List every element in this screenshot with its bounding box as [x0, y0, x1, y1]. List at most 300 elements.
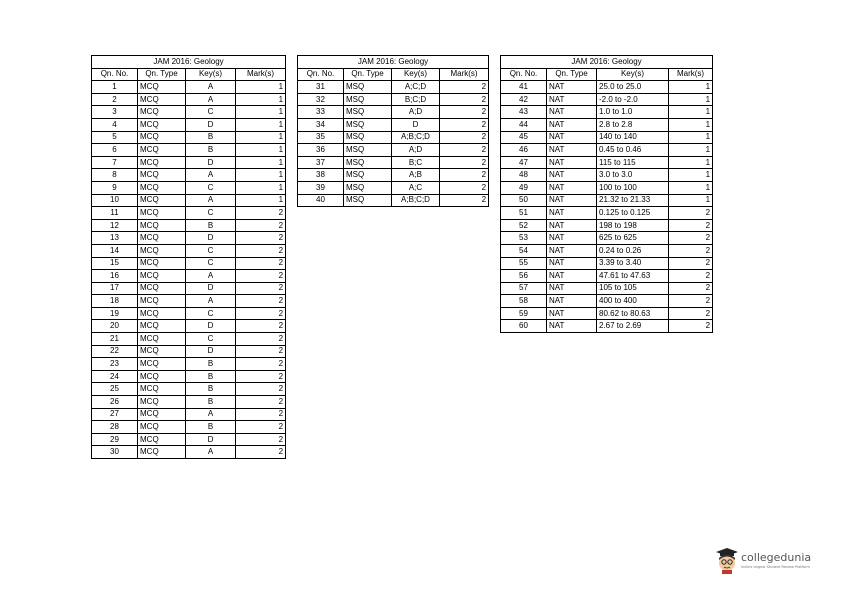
- key-cell: C: [186, 181, 236, 194]
- table-row: [92, 181, 286, 194]
- key-cell: A;B;C;D: [392, 131, 440, 144]
- qn-type-cell: MCQ: [138, 194, 186, 207]
- qn-no-cell: 40: [298, 194, 344, 207]
- key-cell: 625 to 625: [597, 232, 669, 245]
- marks-cell: 2: [440, 131, 489, 144]
- qn-type-cell: MCQ: [138, 396, 186, 409]
- marks-cell: 2: [440, 169, 489, 182]
- marks-cell: 1: [669, 118, 713, 131]
- qn-type-cell: MCQ: [138, 131, 186, 144]
- key-cell: A: [186, 295, 236, 308]
- table-row: [92, 219, 286, 232]
- marks-cell: 2: [669, 320, 713, 333]
- key-cell: B;C;D: [392, 93, 440, 106]
- qn-type-cell: MCQ: [138, 333, 186, 346]
- qn-no-cell: 21: [92, 333, 138, 346]
- marks-cell: 2: [440, 81, 489, 94]
- marks-cell: 2: [236, 232, 286, 245]
- key-cell: D: [186, 433, 236, 446]
- table-row: [501, 169, 713, 182]
- key-cell: 2.67 to 2.69: [597, 320, 669, 333]
- header-marks: Mark(s): [440, 68, 489, 81]
- marks-cell: 2: [440, 118, 489, 131]
- qn-no-cell: 45: [501, 131, 547, 144]
- key-cell: 1.0 to 1.0: [597, 106, 669, 119]
- qn-type-cell: NAT: [547, 81, 597, 94]
- qn-type-cell: MSQ: [344, 169, 392, 182]
- qn-type-cell: NAT: [547, 270, 597, 283]
- qn-no-cell: 27: [92, 408, 138, 421]
- table-row: [92, 169, 286, 182]
- table-row: [501, 320, 713, 333]
- qn-no-cell: 17: [92, 282, 138, 295]
- marks-cell: 2: [236, 295, 286, 308]
- marks-cell: 2: [236, 282, 286, 295]
- qn-type-cell: MCQ: [138, 257, 186, 270]
- key-cell: B;C: [392, 156, 440, 169]
- qn-no-cell: 60: [501, 320, 547, 333]
- student-mascot-icon: [716, 548, 738, 574]
- qn-no-cell: 44: [501, 118, 547, 131]
- header-qn-type: Qn. Type: [344, 68, 392, 81]
- qn-type-cell: MSQ: [344, 118, 392, 131]
- qn-no-cell: 12: [92, 219, 138, 232]
- qn-type-cell: MCQ: [138, 270, 186, 283]
- marks-cell: 2: [669, 207, 713, 220]
- key-cell: A: [186, 81, 236, 94]
- qn-no-cell: 59: [501, 307, 547, 320]
- key-cell: D: [186, 345, 236, 358]
- qn-type-cell: NAT: [547, 282, 597, 295]
- table-header-row: [501, 68, 713, 81]
- qn-type-cell: MCQ: [138, 219, 186, 232]
- key-cell: 115 to 115: [597, 156, 669, 169]
- qn-no-cell: 28: [92, 421, 138, 434]
- table-row: [92, 433, 286, 446]
- table-row: [298, 106, 489, 119]
- qn-no-cell: 57: [501, 282, 547, 295]
- header-qn-type: Qn. Type: [547, 68, 597, 81]
- key-cell: 2.8 to 2.8: [597, 118, 669, 131]
- qn-no-cell: 30: [92, 446, 138, 459]
- key-cell: C: [186, 257, 236, 270]
- qn-no-cell: 33: [298, 106, 344, 119]
- qn-type-cell: MCQ: [138, 144, 186, 157]
- qn-type-cell: MCQ: [138, 93, 186, 106]
- qn-no-cell: 43: [501, 106, 547, 119]
- qn-type-cell: NAT: [547, 232, 597, 245]
- header-marks: Mark(s): [236, 68, 286, 81]
- key-cell: B: [186, 219, 236, 232]
- table-row: [92, 106, 286, 119]
- table-row: [92, 358, 286, 371]
- key-cell: B: [186, 144, 236, 157]
- qn-no-cell: 50: [501, 194, 547, 207]
- marks-cell: 2: [236, 446, 286, 459]
- qn-no-cell: 46: [501, 144, 547, 157]
- qn-no-cell: 4: [92, 118, 138, 131]
- table-row: [92, 421, 286, 434]
- key-cell: 0.24 to 0.26: [597, 244, 669, 257]
- qn-type-cell: NAT: [547, 244, 597, 257]
- key-cell: A;B: [392, 169, 440, 182]
- marks-cell: 2: [440, 194, 489, 207]
- answer-key-table-3: [500, 55, 713, 333]
- key-cell: 400 to 400: [597, 295, 669, 308]
- qn-type-cell: MCQ: [138, 282, 186, 295]
- table-row: [92, 333, 286, 346]
- qn-no-cell: 8: [92, 169, 138, 182]
- qn-type-cell: NAT: [547, 106, 597, 119]
- marks-cell: 1: [236, 156, 286, 169]
- answer-key-table-1: [91, 55, 286, 459]
- qn-no-cell: 10: [92, 194, 138, 207]
- qn-no-cell: 1: [92, 81, 138, 94]
- table-row: [298, 93, 489, 106]
- qn-no-cell: 34: [298, 118, 344, 131]
- marks-cell: 1: [669, 156, 713, 169]
- qn-type-cell: NAT: [547, 307, 597, 320]
- qn-type-cell: MCQ: [138, 181, 186, 194]
- table-row: [501, 118, 713, 131]
- table-row: [501, 282, 713, 295]
- qn-no-cell: 54: [501, 244, 547, 257]
- qn-no-cell: 53: [501, 232, 547, 245]
- marks-cell: 2: [236, 257, 286, 270]
- qn-type-cell: NAT: [547, 194, 597, 207]
- qn-type-cell: MSQ: [344, 93, 392, 106]
- marks-cell: 2: [236, 333, 286, 346]
- marks-cell: 2: [236, 421, 286, 434]
- collegedunia-logo: [716, 544, 826, 578]
- qn-type-cell: NAT: [547, 156, 597, 169]
- qn-type-cell: NAT: [547, 118, 597, 131]
- qn-no-cell: 32: [298, 93, 344, 106]
- key-cell: D: [186, 320, 236, 333]
- table-row: [298, 144, 489, 157]
- qn-type-cell: MCQ: [138, 118, 186, 131]
- table-title-row: [92, 56, 286, 69]
- key-cell: B: [186, 421, 236, 434]
- table-row: [92, 81, 286, 94]
- key-cell: C: [186, 106, 236, 119]
- qn-no-cell: 15: [92, 257, 138, 270]
- key-cell: 47.61 to 47.63: [597, 270, 669, 283]
- marks-cell: 1: [236, 194, 286, 207]
- table-row: [501, 144, 713, 157]
- qn-no-cell: 58: [501, 295, 547, 308]
- key-cell: 21.32 to 21.33: [597, 194, 669, 207]
- qn-type-cell: NAT: [547, 144, 597, 157]
- table-row: [501, 81, 713, 94]
- qn-no-cell: 6: [92, 144, 138, 157]
- key-cell: B: [186, 370, 236, 383]
- qn-no-cell: 31: [298, 81, 344, 94]
- header-keys: Key(s): [186, 68, 236, 81]
- key-cell: D: [186, 282, 236, 295]
- qn-no-cell: 48: [501, 169, 547, 182]
- table-row: [501, 219, 713, 232]
- table-row: [92, 144, 286, 157]
- qn-no-cell: 37: [298, 156, 344, 169]
- marks-cell: 2: [669, 282, 713, 295]
- qn-no-cell: 24: [92, 370, 138, 383]
- qn-no-cell: 11: [92, 207, 138, 220]
- key-cell: B: [186, 396, 236, 409]
- table-row: [501, 156, 713, 169]
- qn-type-cell: MCQ: [138, 408, 186, 421]
- header-qn-no: Qn. No.: [298, 68, 344, 81]
- qn-type-cell: MCQ: [138, 244, 186, 257]
- key-cell: D: [392, 118, 440, 131]
- marks-cell: 2: [440, 181, 489, 194]
- table-row: [92, 295, 286, 308]
- qn-type-cell: NAT: [547, 207, 597, 220]
- table-row: [501, 106, 713, 119]
- qn-type-cell: NAT: [547, 295, 597, 308]
- marks-cell: 2: [440, 106, 489, 119]
- marks-cell: 2: [236, 408, 286, 421]
- marks-cell: 2: [440, 156, 489, 169]
- table-row: [92, 131, 286, 144]
- table-row: [298, 81, 489, 94]
- marks-cell: 2: [236, 219, 286, 232]
- marks-cell: 2: [440, 93, 489, 106]
- table-row: [501, 307, 713, 320]
- qn-no-cell: 18: [92, 295, 138, 308]
- qn-type-cell: MCQ: [138, 81, 186, 94]
- header-keys: Key(s): [597, 68, 669, 81]
- qn-no-cell: 35: [298, 131, 344, 144]
- table-row: [501, 295, 713, 308]
- key-cell: C: [186, 244, 236, 257]
- qn-no-cell: 47: [501, 156, 547, 169]
- table-row: [92, 345, 286, 358]
- table-row: [92, 156, 286, 169]
- key-cell: A;D: [392, 144, 440, 157]
- header-qn-type: Qn. Type: [138, 68, 186, 81]
- marks-cell: 2: [236, 358, 286, 371]
- table-row: [92, 370, 286, 383]
- marks-cell: 1: [669, 181, 713, 194]
- key-cell: A: [186, 270, 236, 283]
- key-cell: B: [186, 131, 236, 144]
- qn-type-cell: NAT: [547, 131, 597, 144]
- qn-no-cell: 9: [92, 181, 138, 194]
- key-cell: D: [186, 232, 236, 245]
- qn-type-cell: MSQ: [344, 194, 392, 207]
- marks-cell: 1: [669, 131, 713, 144]
- header-keys: Key(s): [392, 68, 440, 81]
- qn-type-cell: MSQ: [344, 144, 392, 157]
- marks-cell: 1: [669, 81, 713, 94]
- key-cell: 198 to 198: [597, 219, 669, 232]
- qn-type-cell: MCQ: [138, 156, 186, 169]
- key-cell: 25.0 to 25.0: [597, 81, 669, 94]
- qn-no-cell: 42: [501, 93, 547, 106]
- qn-no-cell: 14: [92, 244, 138, 257]
- table-title: JAM 2016: Geology: [501, 56, 713, 69]
- qn-no-cell: 20: [92, 320, 138, 333]
- qn-type-cell: NAT: [547, 257, 597, 270]
- qn-type-cell: MCQ: [138, 433, 186, 446]
- table-row: [92, 93, 286, 106]
- key-cell: A;C: [392, 181, 440, 194]
- table-row: [92, 446, 286, 459]
- marks-cell: 1: [669, 93, 713, 106]
- key-cell: 80.62 to 80.63: [597, 307, 669, 320]
- table-row: [92, 207, 286, 220]
- qn-no-cell: 22: [92, 345, 138, 358]
- qn-type-cell: MSQ: [344, 156, 392, 169]
- key-cell: A: [186, 446, 236, 459]
- qn-no-cell: 49: [501, 181, 547, 194]
- key-cell: -2.0 to -2.0: [597, 93, 669, 106]
- qn-no-cell: 25: [92, 383, 138, 396]
- table-row: [92, 232, 286, 245]
- marks-cell: 2: [669, 219, 713, 232]
- table-row: [92, 396, 286, 409]
- qn-no-cell: 26: [92, 396, 138, 409]
- qn-no-cell: 3: [92, 106, 138, 119]
- qn-no-cell: 56: [501, 270, 547, 283]
- marks-cell: 1: [236, 144, 286, 157]
- marks-cell: 2: [236, 270, 286, 283]
- key-cell: D: [186, 156, 236, 169]
- table-row: [92, 408, 286, 421]
- marks-cell: 2: [440, 144, 489, 157]
- key-cell: 3.0 to 3.0: [597, 169, 669, 182]
- qn-no-cell: 13: [92, 232, 138, 245]
- qn-no-cell: 55: [501, 257, 547, 270]
- qn-no-cell: 29: [92, 433, 138, 446]
- qn-type-cell: MSQ: [344, 181, 392, 194]
- marks-cell: 2: [236, 370, 286, 383]
- qn-no-cell: 52: [501, 219, 547, 232]
- qn-type-cell: MCQ: [138, 106, 186, 119]
- key-cell: 140 to 140: [597, 131, 669, 144]
- table-row: [501, 194, 713, 207]
- table-row: [501, 131, 713, 144]
- qn-type-cell: MCQ: [138, 295, 186, 308]
- marks-cell: 2: [236, 307, 286, 320]
- table-row: [501, 181, 713, 194]
- qn-type-cell: MCQ: [138, 169, 186, 182]
- header-qn-no: Qn. No.: [501, 68, 547, 81]
- table-row: [92, 383, 286, 396]
- marks-cell: 1: [669, 194, 713, 207]
- qn-type-cell: MCQ: [138, 320, 186, 333]
- marks-cell: 1: [236, 93, 286, 106]
- qn-type-cell: MSQ: [344, 131, 392, 144]
- table-row: [501, 93, 713, 106]
- brand-name: collegedunia: [741, 551, 812, 564]
- qn-type-cell: MCQ: [138, 446, 186, 459]
- table-row: [298, 181, 489, 194]
- qn-no-cell: 7: [92, 156, 138, 169]
- qn-type-cell: MCQ: [138, 370, 186, 383]
- key-cell: B: [186, 383, 236, 396]
- marks-cell: 1: [236, 169, 286, 182]
- table-title-row: [298, 56, 489, 69]
- header-marks: Mark(s): [669, 68, 713, 81]
- qn-type-cell: MSQ: [344, 81, 392, 94]
- qn-type-cell: MCQ: [138, 345, 186, 358]
- marks-cell: 1: [236, 81, 286, 94]
- marks-cell: 2: [669, 270, 713, 283]
- key-cell: 3.39 to 3.40: [597, 257, 669, 270]
- key-cell: C: [186, 307, 236, 320]
- table-row: [501, 232, 713, 245]
- marks-cell: 2: [236, 345, 286, 358]
- table-row: [298, 118, 489, 131]
- key-cell: D: [186, 118, 236, 131]
- qn-no-cell: 36: [298, 144, 344, 157]
- marks-cell: 2: [236, 320, 286, 333]
- marks-cell: 1: [236, 106, 286, 119]
- marks-cell: 1: [669, 144, 713, 157]
- table-title: JAM 2016: Geology: [298, 56, 489, 69]
- table-row: [92, 307, 286, 320]
- qn-no-cell: 51: [501, 207, 547, 220]
- qn-type-cell: MCQ: [138, 207, 186, 220]
- marks-cell: 1: [236, 131, 286, 144]
- qn-no-cell: 38: [298, 169, 344, 182]
- qn-type-cell: MSQ: [344, 106, 392, 119]
- marks-cell: 1: [669, 106, 713, 119]
- key-cell: C: [186, 333, 236, 346]
- key-cell: 0.45 to 0.46: [597, 144, 669, 157]
- brand-tagline: India's largest Student Review Platform: [741, 565, 810, 569]
- marks-cell: 2: [236, 383, 286, 396]
- qn-no-cell: 19: [92, 307, 138, 320]
- table-row: [92, 118, 286, 131]
- table-row: [501, 244, 713, 257]
- qn-no-cell: 5: [92, 131, 138, 144]
- table-row: [501, 257, 713, 270]
- qn-type-cell: NAT: [547, 320, 597, 333]
- table-row: [92, 244, 286, 257]
- qn-type-cell: MCQ: [138, 358, 186, 371]
- header-qn-no: Qn. No.: [92, 68, 138, 81]
- marks-cell: 2: [669, 244, 713, 257]
- table-row: [92, 194, 286, 207]
- qn-type-cell: MCQ: [138, 421, 186, 434]
- qn-type-cell: MCQ: [138, 232, 186, 245]
- table-header-row: [298, 68, 489, 81]
- table-row: [92, 270, 286, 283]
- table-header-row: [92, 68, 286, 81]
- key-cell: A: [186, 194, 236, 207]
- table-row: [298, 156, 489, 169]
- marks-cell: 2: [669, 307, 713, 320]
- qn-type-cell: MCQ: [138, 383, 186, 396]
- qn-type-cell: NAT: [547, 93, 597, 106]
- marks-cell: 2: [236, 207, 286, 220]
- key-cell: B: [186, 358, 236, 371]
- qn-no-cell: 23: [92, 358, 138, 371]
- key-cell: 100 to 100: [597, 181, 669, 194]
- qn-type-cell: MCQ: [138, 307, 186, 320]
- qn-no-cell: 41: [501, 81, 547, 94]
- table-title-row: [501, 56, 713, 69]
- key-cell: A;D: [392, 106, 440, 119]
- table-row: [501, 270, 713, 283]
- marks-cell: 2: [669, 295, 713, 308]
- marks-cell: 1: [236, 181, 286, 194]
- key-cell: 0.125 to 0.125: [597, 207, 669, 220]
- qn-type-cell: NAT: [547, 181, 597, 194]
